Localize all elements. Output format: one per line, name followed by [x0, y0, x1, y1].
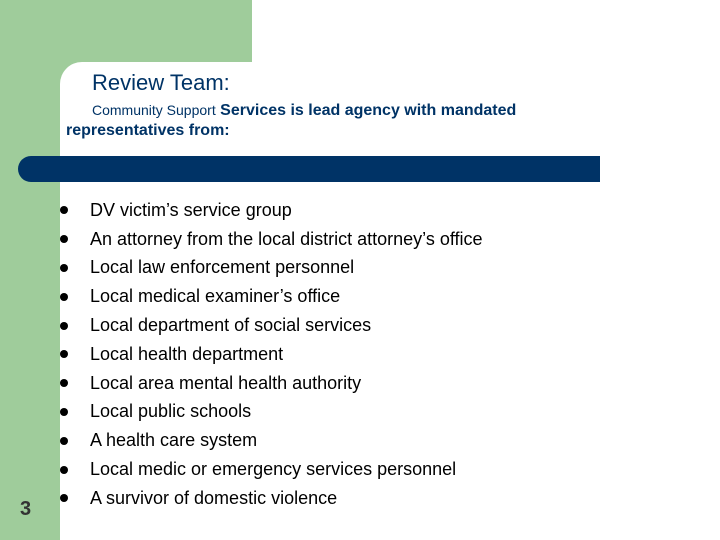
list-item-text: Local law enforcement personnel — [90, 257, 355, 278]
navy-divider-bar — [18, 156, 600, 182]
bullet-icon — [60, 206, 68, 214]
list-item-text: An attorney from the local district attorney’s office — [90, 228, 483, 249]
bullet-icon — [60, 466, 68, 474]
list-item — [58, 196, 483, 225]
subtitle-main-text: Services is lead agency with mandated — [220, 102, 517, 119]
bullet-icon — [60, 264, 68, 272]
list-item-text: Local medical examiner’s office — [90, 286, 341, 307]
list-item-text: Local medic or emergency services personnel — [90, 459, 457, 480]
bullet-icon — [60, 293, 68, 301]
list-item — [58, 426, 483, 455]
list-item-text: Local department of social services — [90, 315, 372, 336]
bullet-icon — [60, 322, 68, 330]
list-item-text: Local health department — [90, 343, 284, 364]
subtitle-small-text: Community Support — [92, 102, 216, 118]
list-item — [58, 484, 483, 513]
representatives-list — [58, 196, 483, 513]
list-item — [58, 282, 483, 311]
list-item — [58, 455, 483, 484]
bullet-icon — [60, 494, 68, 502]
list-item — [58, 340, 483, 369]
list-item — [58, 398, 483, 427]
left-accent-bar — [0, 0, 60, 540]
list-item-text: DV victim’s service group — [90, 199, 292, 220]
list-item-text: A health care system — [90, 430, 258, 451]
bullet-icon — [60, 437, 68, 445]
list-item-text: Local public schools — [90, 401, 252, 422]
bullet-icon — [60, 350, 68, 358]
page-number: 3 — [20, 498, 32, 520]
list-item-text: Local area mental health authority — [90, 372, 362, 393]
slide-subtitle — [66, 100, 606, 141]
list-item — [58, 369, 483, 398]
bullet-icon — [60, 408, 68, 416]
bullet-icon — [60, 379, 68, 387]
subtitle-second-line: representatives from: — [66, 122, 230, 139]
list-item — [58, 225, 483, 254]
slide-title: Review Team: — [92, 70, 230, 95]
list-item-text: A survivor of domestic violence — [90, 487, 338, 508]
list-item — [58, 254, 483, 283]
bullet-icon — [60, 235, 68, 243]
list-item — [58, 311, 483, 340]
